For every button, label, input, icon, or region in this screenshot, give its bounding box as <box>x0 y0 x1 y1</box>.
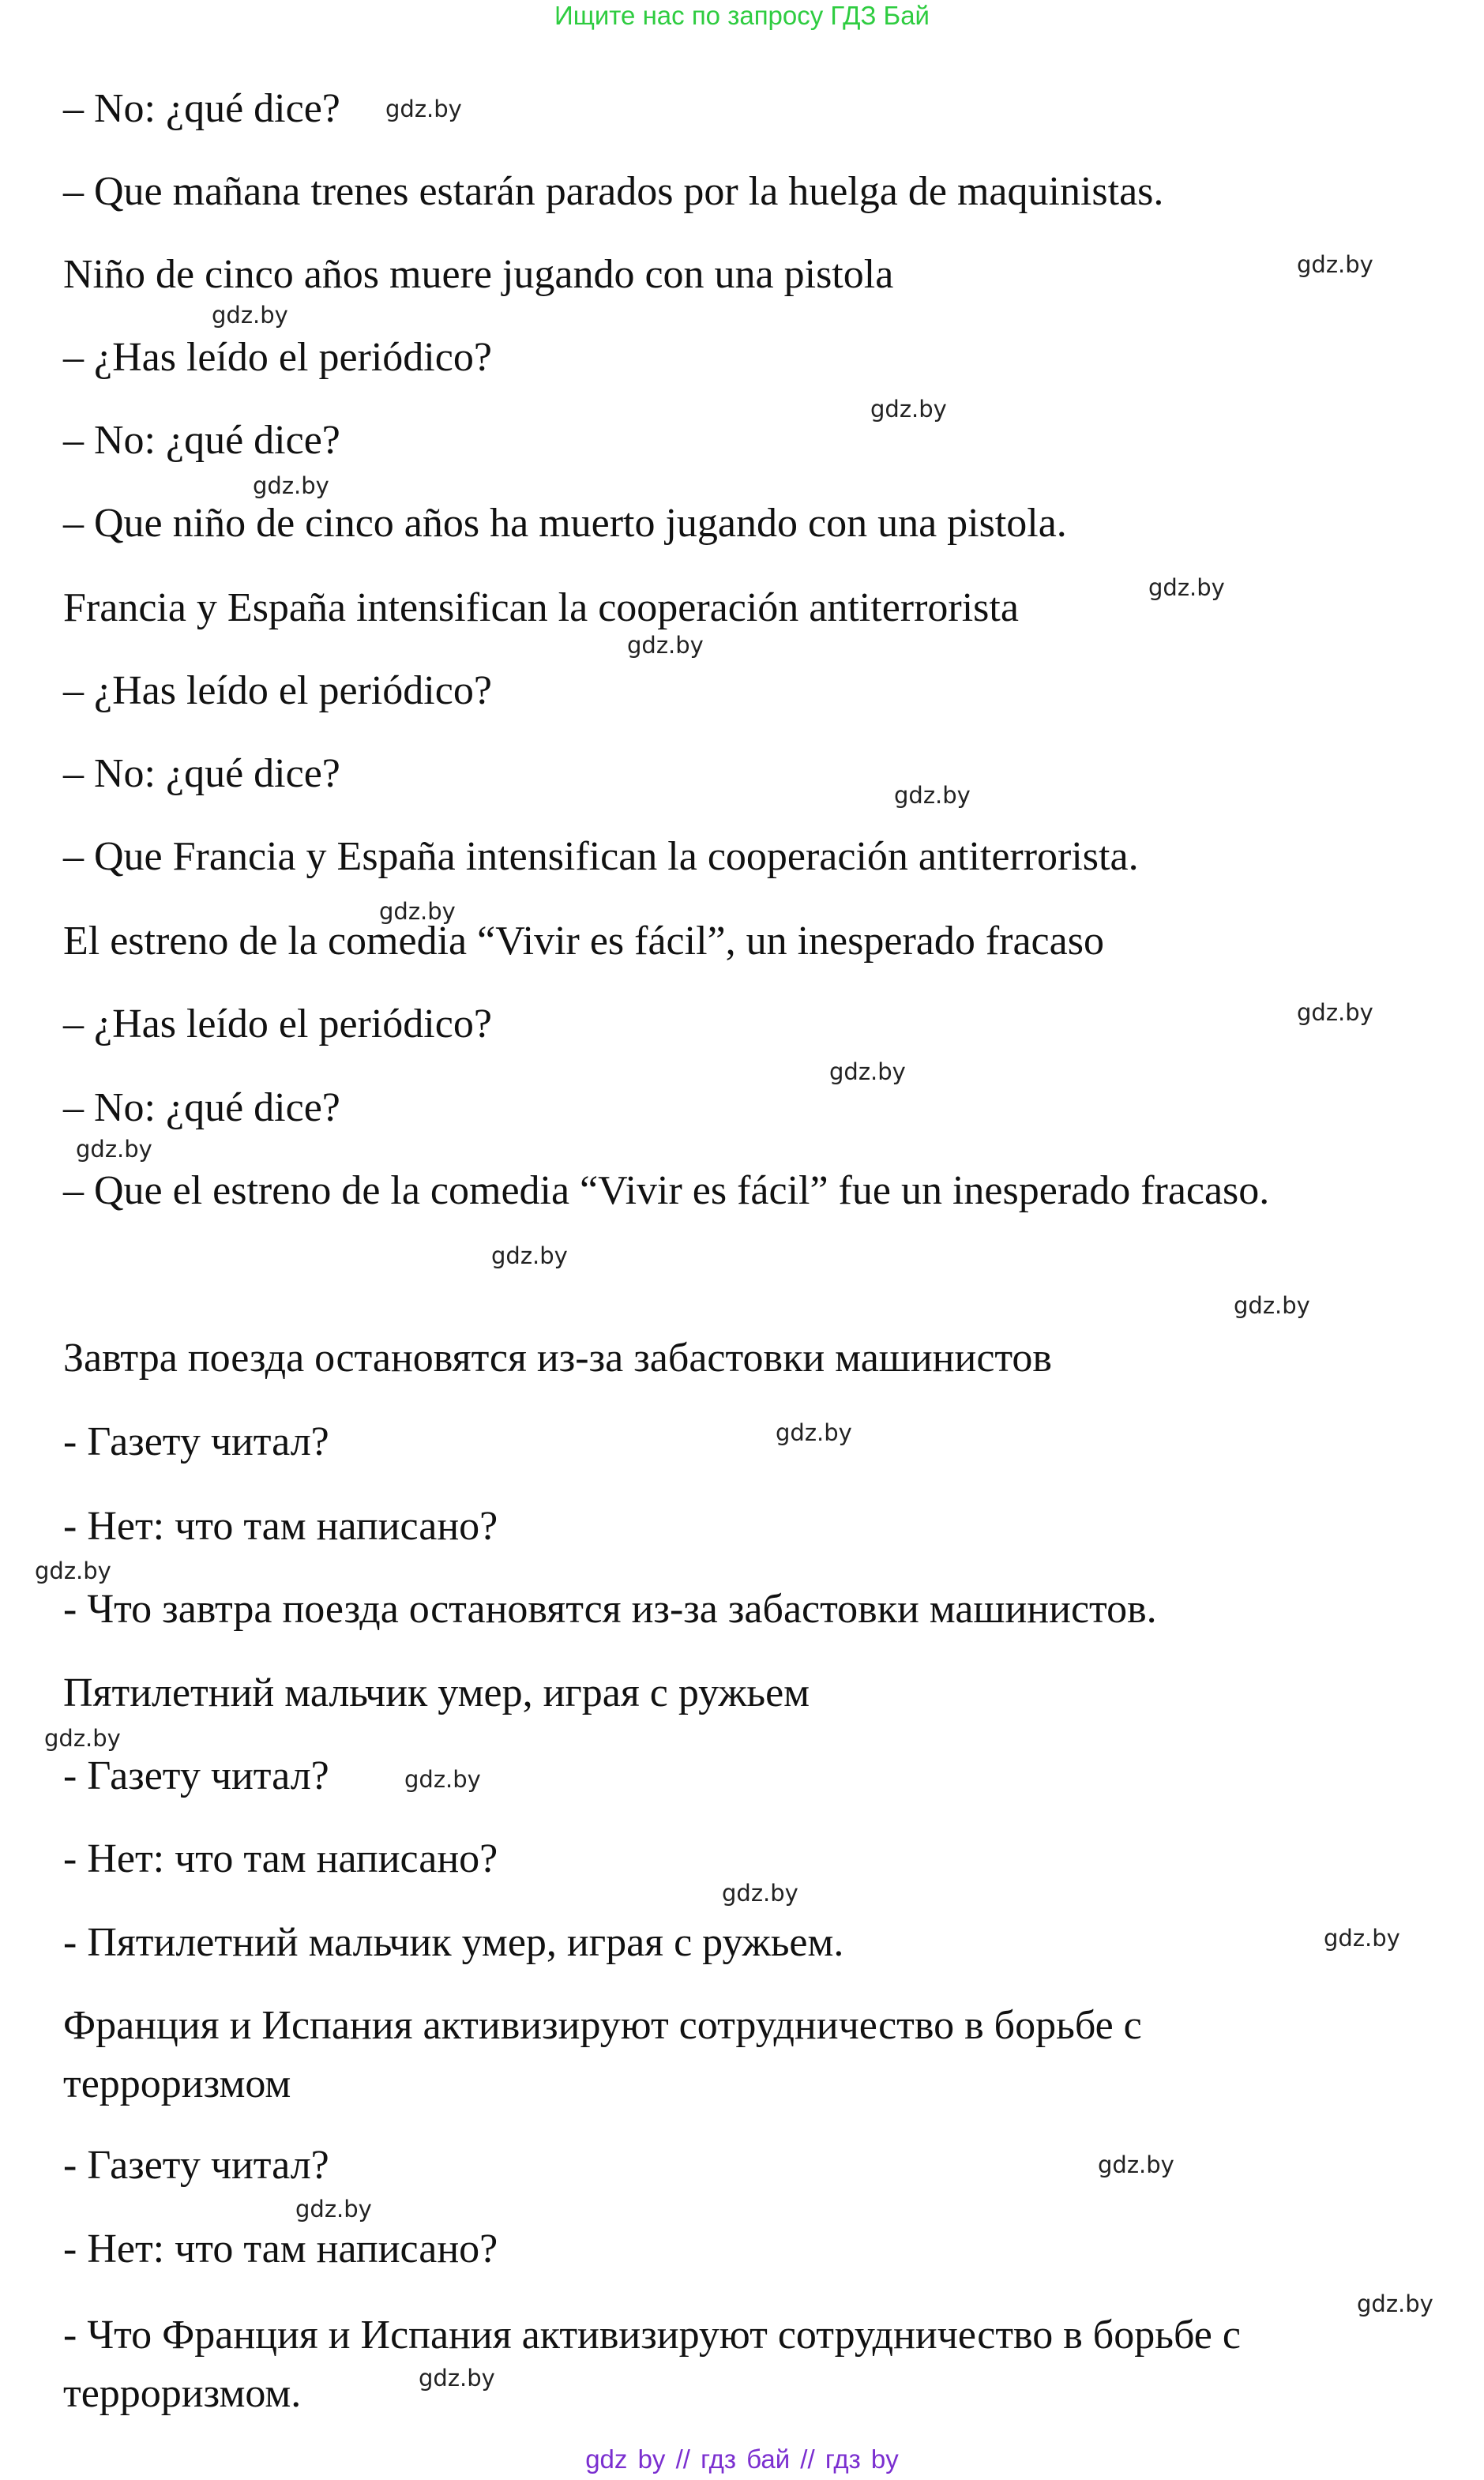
watermark: gdz.by <box>1357 2290 1433 2317</box>
page-footer-banner: gdz by // гдз бай // гдз by <box>585 2444 899 2474</box>
text-line: Завтра поезда остановятся из-за забастовки машинистов <box>63 1336 1052 1381</box>
watermark: gdz.by <box>212 302 288 329</box>
text-line: - Пятилетний мальчик умер, играя с ружьем. <box>63 1920 844 1965</box>
text-line: – No: ¿qué dice? <box>63 751 340 796</box>
page-header-banner: Ищите нас по запросу ГДЗ Бай <box>554 1 930 30</box>
text-line: – ¿Has leído el periódico? <box>63 668 492 713</box>
text-line: – ¿Has leído el periódico? <box>63 335 492 380</box>
watermark: gdz.by <box>44 1725 121 1752</box>
text-line: Niño de cinco años muere jugando con una pistola <box>63 252 894 297</box>
watermark: gdz.by <box>1098 2151 1174 2178</box>
text-line: - Газету читал? <box>63 1419 329 1464</box>
watermark: gdz.by <box>253 472 329 499</box>
text-line: – Que Francia y España intensifican la cooperación antiterrorista. <box>63 834 1139 879</box>
text-line: - Что Франция и Испания активизируют сотрудничество в борьбе с терроризмом. <box>63 2313 1241 2416</box>
text-line: - Газету читал? <box>63 1753 329 1798</box>
watermark: gdz.by <box>1148 574 1225 601</box>
text-line: - Нет: что там написано? <box>63 2226 498 2271</box>
watermark: gdz.by <box>776 1419 852 1446</box>
text-line: Франция и Испания активизируют сотрудничество в борьбе с терроризмом <box>63 2003 1142 2106</box>
watermark: gdz.by <box>379 898 456 925</box>
watermark: gdz.by <box>1297 999 1373 1026</box>
text-line: – Que mañana trenes estarán parados por la huelga de maquinistas. <box>63 169 1164 214</box>
watermark: gdz.by <box>419 2365 495 2392</box>
watermark: gdz.by <box>1297 251 1373 278</box>
text-line: – No: ¿qué dice? <box>63 86 340 131</box>
watermark: gdz.by <box>627 632 704 659</box>
watermark: gdz.by <box>491 1242 568 1269</box>
text-line: - Нет: что там написано? <box>63 1836 498 1881</box>
text-line: Francia y España intensifican la cooperación antiterrorista <box>63 585 1019 630</box>
text-line: – ¿Has leído el periódico? <box>63 1001 492 1046</box>
text-line: - Что завтра поезда остановятся из-за забастовки машинистов. <box>63 1587 1157 1632</box>
watermark: gdz.by <box>894 782 971 809</box>
watermark: gdz.by <box>829 1058 906 1085</box>
watermark: gdz.by <box>404 1766 481 1793</box>
text-line: El estreno de la comedia “Vivir es fácil”, un inesperado fracaso <box>63 919 1104 964</box>
text-line: - Газету читал? <box>63 2143 329 2188</box>
watermark: gdz.by <box>76 1136 152 1163</box>
watermark: gdz.by <box>1324 1925 1400 1952</box>
watermark: gdz.by <box>722 1880 798 1907</box>
text-line: - Нет: что там написано? <box>63 1504 498 1549</box>
watermark: gdz.by <box>1234 1292 1310 1319</box>
watermark: gdz.by <box>385 96 462 122</box>
text-line: – Que el estreno de la comedia “Vivir es fácil” fue un inesperado fracaso. <box>63 1168 1270 1213</box>
text-line: – Que niño de cinco años ha muerto jugando con una pistola. <box>63 501 1067 546</box>
text-line: – No: ¿qué dice? <box>63 1085 340 1130</box>
text-line: – No: ¿qué dice? <box>63 418 340 463</box>
watermark: gdz.by <box>295 2196 372 2223</box>
text-line: Пятилетний мальчик умер, играя с ружьем <box>63 1670 810 1715</box>
watermark: gdz.by <box>870 396 947 423</box>
watermark: gdz.by <box>35 1558 111 1584</box>
